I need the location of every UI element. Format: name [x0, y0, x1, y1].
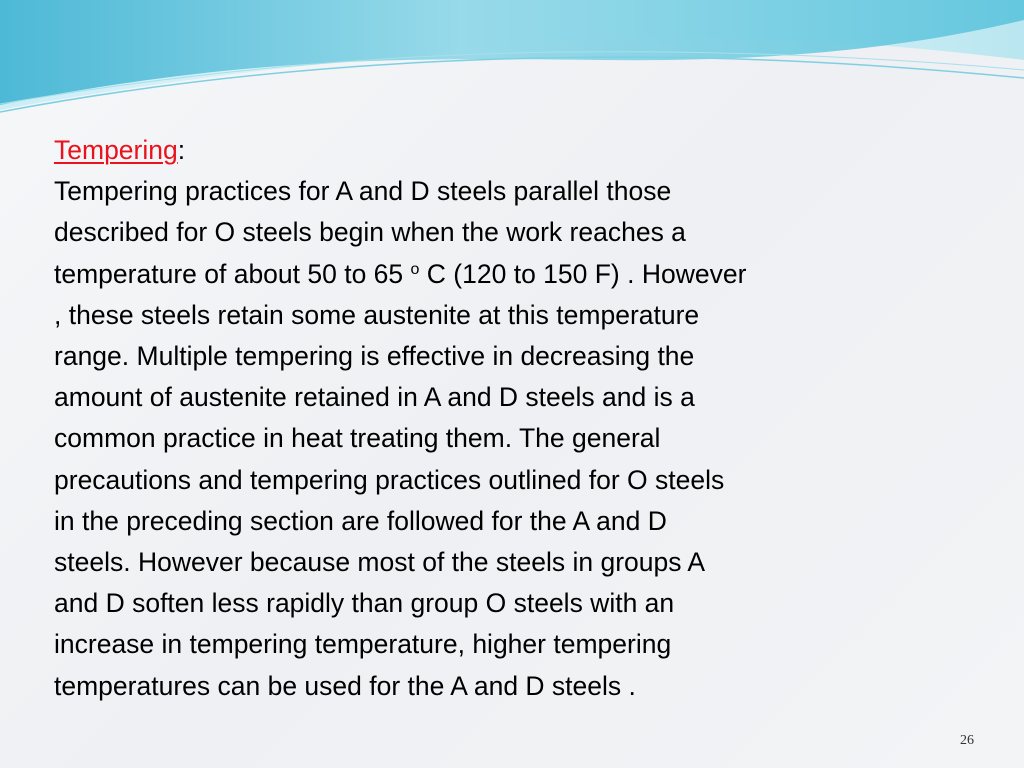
slide-content — [54, 130, 954, 707]
body-line: temperatures can be used for the A and D steels . — [54, 670, 636, 701]
heading-colon: : — [177, 135, 186, 165]
wave-band-main — [0, 0, 1024, 105]
body-line-part: temperature of about 50 to 65 — [54, 258, 411, 289]
body-line: , these steels retain some austenite at this temperature — [54, 299, 700, 330]
heading-line — [54, 130, 954, 171]
body-line: described for O steels begin when the work reaches a — [54, 217, 686, 248]
body-line: in the preceding section are followed for the A and D — [54, 505, 667, 536]
body-line-part: C (120 to 150 F) . However — [419, 258, 747, 289]
body-line: common practice in heat treating them. The general — [54, 423, 661, 454]
body-paragraph — [54, 171, 954, 707]
body-line: increase in tempering temperature, higher tempering — [54, 629, 672, 660]
section-heading: Tempering — [54, 135, 178, 165]
page-number: 26 — [960, 733, 974, 748]
body-line: Tempering practices for A and D steels parallel those — [54, 176, 672, 207]
body-line: amount of austenite retained in A and D steels and is a — [54, 382, 695, 413]
decorative-wave-banner — [0, 0, 1024, 130]
body-line: and D soften less rapidly than group O steels with an — [54, 588, 675, 619]
body-line — [54, 254, 954, 295]
body-line: precautions and tempering practices outlined for O steels — [54, 464, 725, 495]
body-line: steels. However because most of the steels in groups A — [54, 547, 706, 578]
body-line: range. Multiple tempering is effective in decreasing the — [54, 341, 695, 372]
degree-superscript: o — [410, 260, 420, 278]
